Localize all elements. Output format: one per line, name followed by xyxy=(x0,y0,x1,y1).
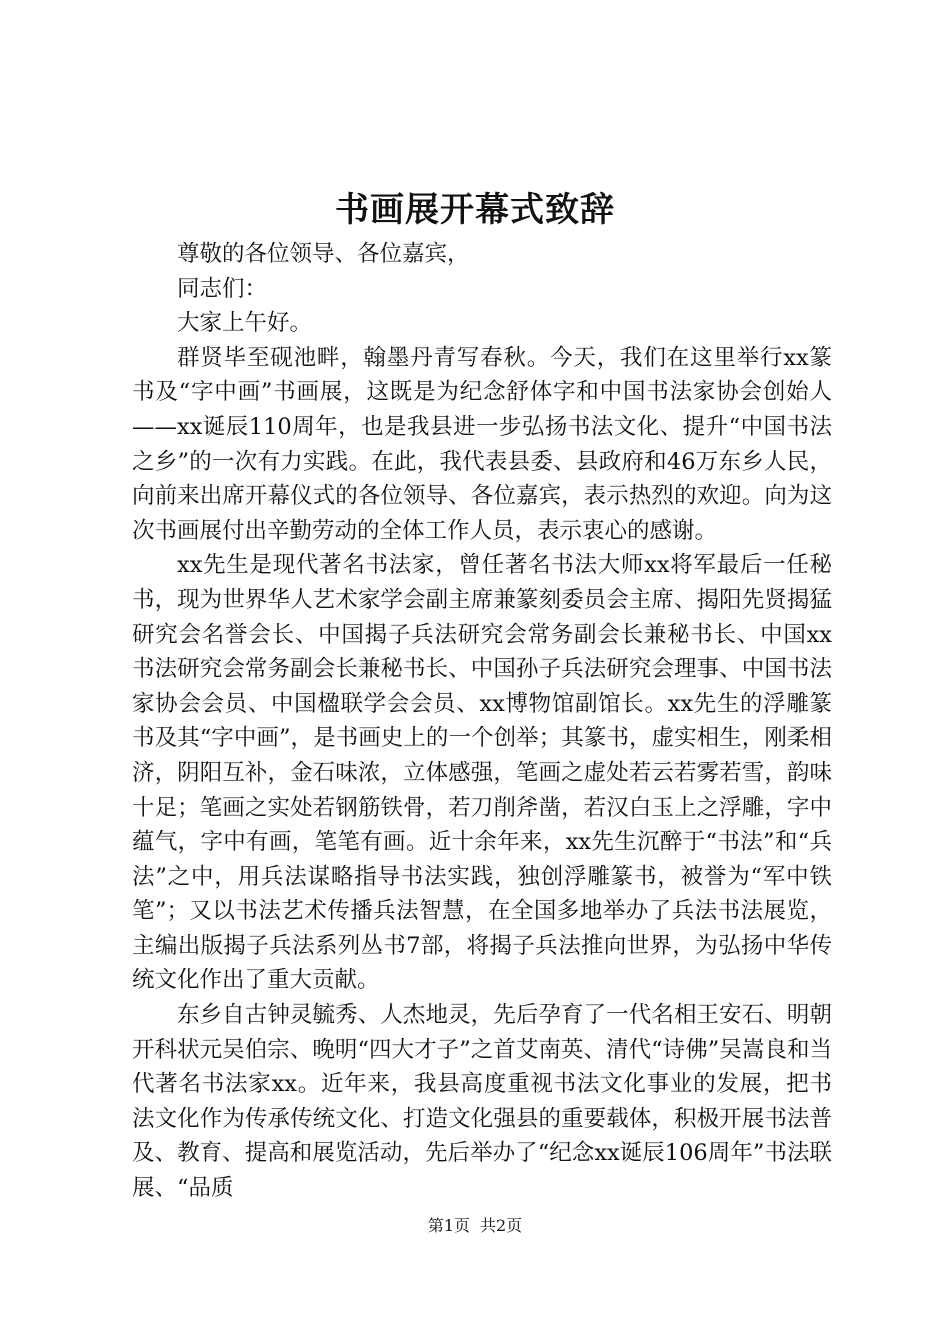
document-title: 书画展开幕式致辞 xyxy=(335,190,615,230)
document-body xyxy=(132,237,832,1206)
page-total: 共2页 xyxy=(480,1216,523,1235)
salutation-comrades-paragraph: 同志们： xyxy=(177,275,268,302)
greeting-paragraph: 大家上午好。 xyxy=(177,310,313,337)
body-paragraph: 东乡自古钟灵毓秀、人杰地灵，先后孕育了一代名相王安石、明朝开科状元吴伯宗、晚明“四大才子”之首艾南英、清代“诗佛”吴嵩良和当代著名书法家xx。近年来，我县高度重视书法文化事业的发展，把书法文化作为传承传统文化、打造文化强县的重要载体，积极开展书法普及、教育、提高和展览活动，先后举办了“纪念xx诞辰106周年”书法联展、“品质 xyxy=(132,1002,832,1202)
salutation-paragraph: 尊敬的各位领导、各位嘉宾， xyxy=(177,241,470,267)
body-paragraph: xx先生是现代著名书法家，曾任著名书法大师xx将军最后一任秘书，现为世界华人艺术家学会副主席兼篆刻委员会主席、揭阳先贤揭猛研究会名誉会长、中国揭子兵法研究会常务副会长兼秘书长、中国xx书法研究会常务副会长兼秘书长、中国孙子兵法研究会理事、中国书法家协会会员、中国楹联学会会员、xx博物馆副馆长。xx先生的浮雕篆书及其“字中画”，是书画史上的一个创举；其篆书，虚实相生，刚柔相济，阴阳互补，金石味浓，立体感强，笔画之虚处若云若雾若雪，韵味十足；笔画之实处若钢筋铁骨，若刀削斧凿，若汉白玉上之浮雕，字中蕴气，字中有画，笔笔有画。近十余年来，xx先生沉醉于“书法”和“兵法”之中，用兵法谋略指导书法实践，独创浮雕篆书，被誉为“军中铁笔”；又以书法艺术传播兵法智慧，在全国多地举办了兵法书法展览，主编出版揭子兵法系列丛书7部，将揭子兵法推向世界，为弘扬中华传统文化作出了重大贡献。 xyxy=(132,552,832,994)
page-footer xyxy=(0,1215,950,1237)
page-number: 第1页 xyxy=(427,1216,470,1235)
body-paragraph: 群贤毕至砚池畔，翰墨丹青写春秋。今天，我们在这里举行xx篆书及“字中画”书画展，这既是为纪念舒体字和中国书法家协会创始人——xx诞辰110周年，也是我县进一步弘扬书法文化、提升“中国书法之乡”的一次有力实践。在此，我代表县委、县政府和46万东乡人民，向前来出席开幕仪式的各位领导、各位嘉宾，表示热烈的欢迎。向为这次书画展付出辛勤劳动的全体工作人员，表示衷心的感谢。 xyxy=(132,344,832,544)
